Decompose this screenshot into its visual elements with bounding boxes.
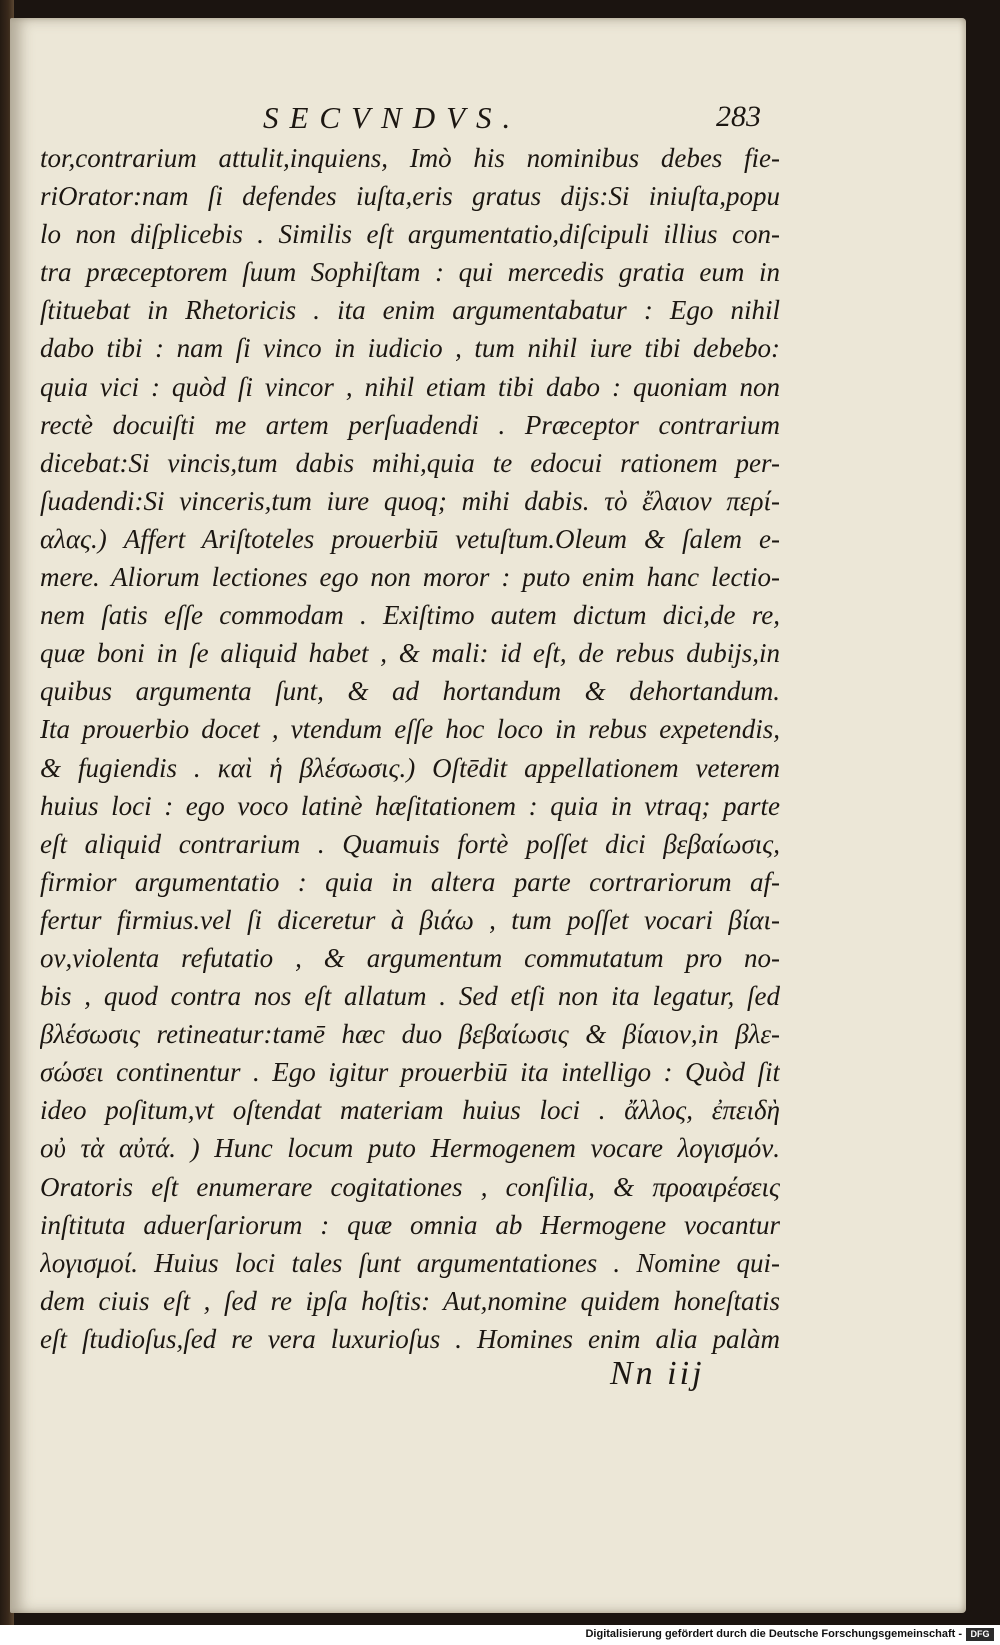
text-line: dabo tibi : nam ſi vinco in iudicio , tum nihil iure tibi debebo: [40,333,780,364]
body-text [40,139,780,1358]
dfg-logo-icon: DFG [966,1628,994,1641]
book-page [10,18,966,1613]
text-line: ον,violenta refutatio , & argumentum commutatum pro no- [40,942,780,973]
text-line: quæ boni in ſe aliquid habet , & mali: id eſt, de rebus dubijs,in [40,638,780,669]
text-line: inſtituta aduerſariorum : quæ omnia ab Hermogene vocantur [40,1209,780,1240]
text-line: eſt aliquid contrarium . Quamuis fortè poſſet dici βεβαίωσις, [40,828,780,859]
text-line: αλας.) Affert Ariſtoteles prouerbiū vetuſtum.Oleum & ſalem e- [40,523,780,554]
text-line: lo non diſplicebis . Similis eſt argumentatio,diſcipuli illius con- [40,219,780,250]
text-line: λογισμοί. Huius loci tales ſunt argumentationes . Nomine qui- [40,1247,780,1278]
running-head-title: SECVNDVS. [263,100,522,135]
funding-notice: Digitalisierung gefördert durch die Deutsche Forschungsgemeinschaft - [585,1628,962,1640]
text-line: ideo poſitum,vt oſtendat materiam huius loci . ἄλλος, ἐπειδὴ [40,1095,780,1126]
text-line: οὐ τὰ αὐτά. ) Hunc locum puto Hermogenem vocare λογισμόν. [40,1133,780,1164]
text-line: nem ſatis eſſe commodam . Exiſtimo autem dictum dici,de re, [40,600,780,631]
text-line: eſt ſtudioſus,ſed re vera luxurioſus . Homines enim alia palàm [40,1323,780,1354]
text-line: firmior argumentatio : quia in altera parte cortrariorum af- [40,866,780,897]
text-line: Ita prouerbio docet , vtendum eſſe hoc loco in rebus expetendis, [40,714,780,745]
text-line: riOrator:nam ſi defendes iuſta,eris gratus dijs:Si iniuſta,popu [40,181,780,212]
text-line: & fugiendis . καὶ ἡ βλέσωσις.) Oſtēdit appellationem veterem [40,752,780,783]
text-line: quibus argumenta ſunt, & ad hortandum & dehortandum. [40,676,780,707]
text-line: dem ciuis eſt , ſed re ipſa hoſtis: Aut,nomine quidem honeſtatis [40,1285,780,1316]
text-line: huius loci : ego voco latinè hæſitationem : quia in vtraq; parte [40,790,780,821]
text-line: quia vici : quòd ſi vincor , nihil etiam tibi dabo : quoniam non [40,371,780,402]
text-line: tor,contrarium attulit,inquiens, Imò his nominibus debes fie- [40,143,780,173]
page-number: 283 [716,100,761,133]
digitization-footer [0,1625,1000,1645]
text-line: tra præceptorem ſuum Sophiſtam : qui mercedis gratia eum in [40,257,780,288]
running-head [40,100,940,140]
text-line: σώσει continentur . Ego igitur prouerbiū ita intelligo : Quòd ſit [40,1057,780,1088]
text-line: ſtituebat in Rhetoricis . ita enim argumentabatur : Ego nihil [40,295,780,326]
text-line: dicebat:Si vincis,tum dabis mihi,quia te edocui rationem per- [40,447,780,478]
text-line: mere. Aliorum lectiones ego non moror : puto enim hanc lectio- [40,562,780,593]
text-line: ſuadendi:Si vinceris,tum iure quoq; mihi dabis. τὸ ἔλαιον περί- [40,485,780,516]
signature-mark: Nn iij [610,1355,705,1392]
text-line: rectè docuiſti me artem perſuadendi . Præceptor contrarium [40,409,780,440]
text-line: βλέσωσις retineatur:tamē hæc duo βεβαίωσις & βίαιον,in βλε- [40,1019,780,1050]
text-line: fertur firmius.vel ſi diceretur à βιάω , tum poſſet vocari βίαι- [40,904,780,935]
text-line: Oratoris eſt enumerare cogitationes , conſilia, & προαιρέσεις [40,1171,780,1202]
text-line: bis , quod contra nos eſt allatum . Sed etſi non ita legatur, ſed [40,981,780,1012]
